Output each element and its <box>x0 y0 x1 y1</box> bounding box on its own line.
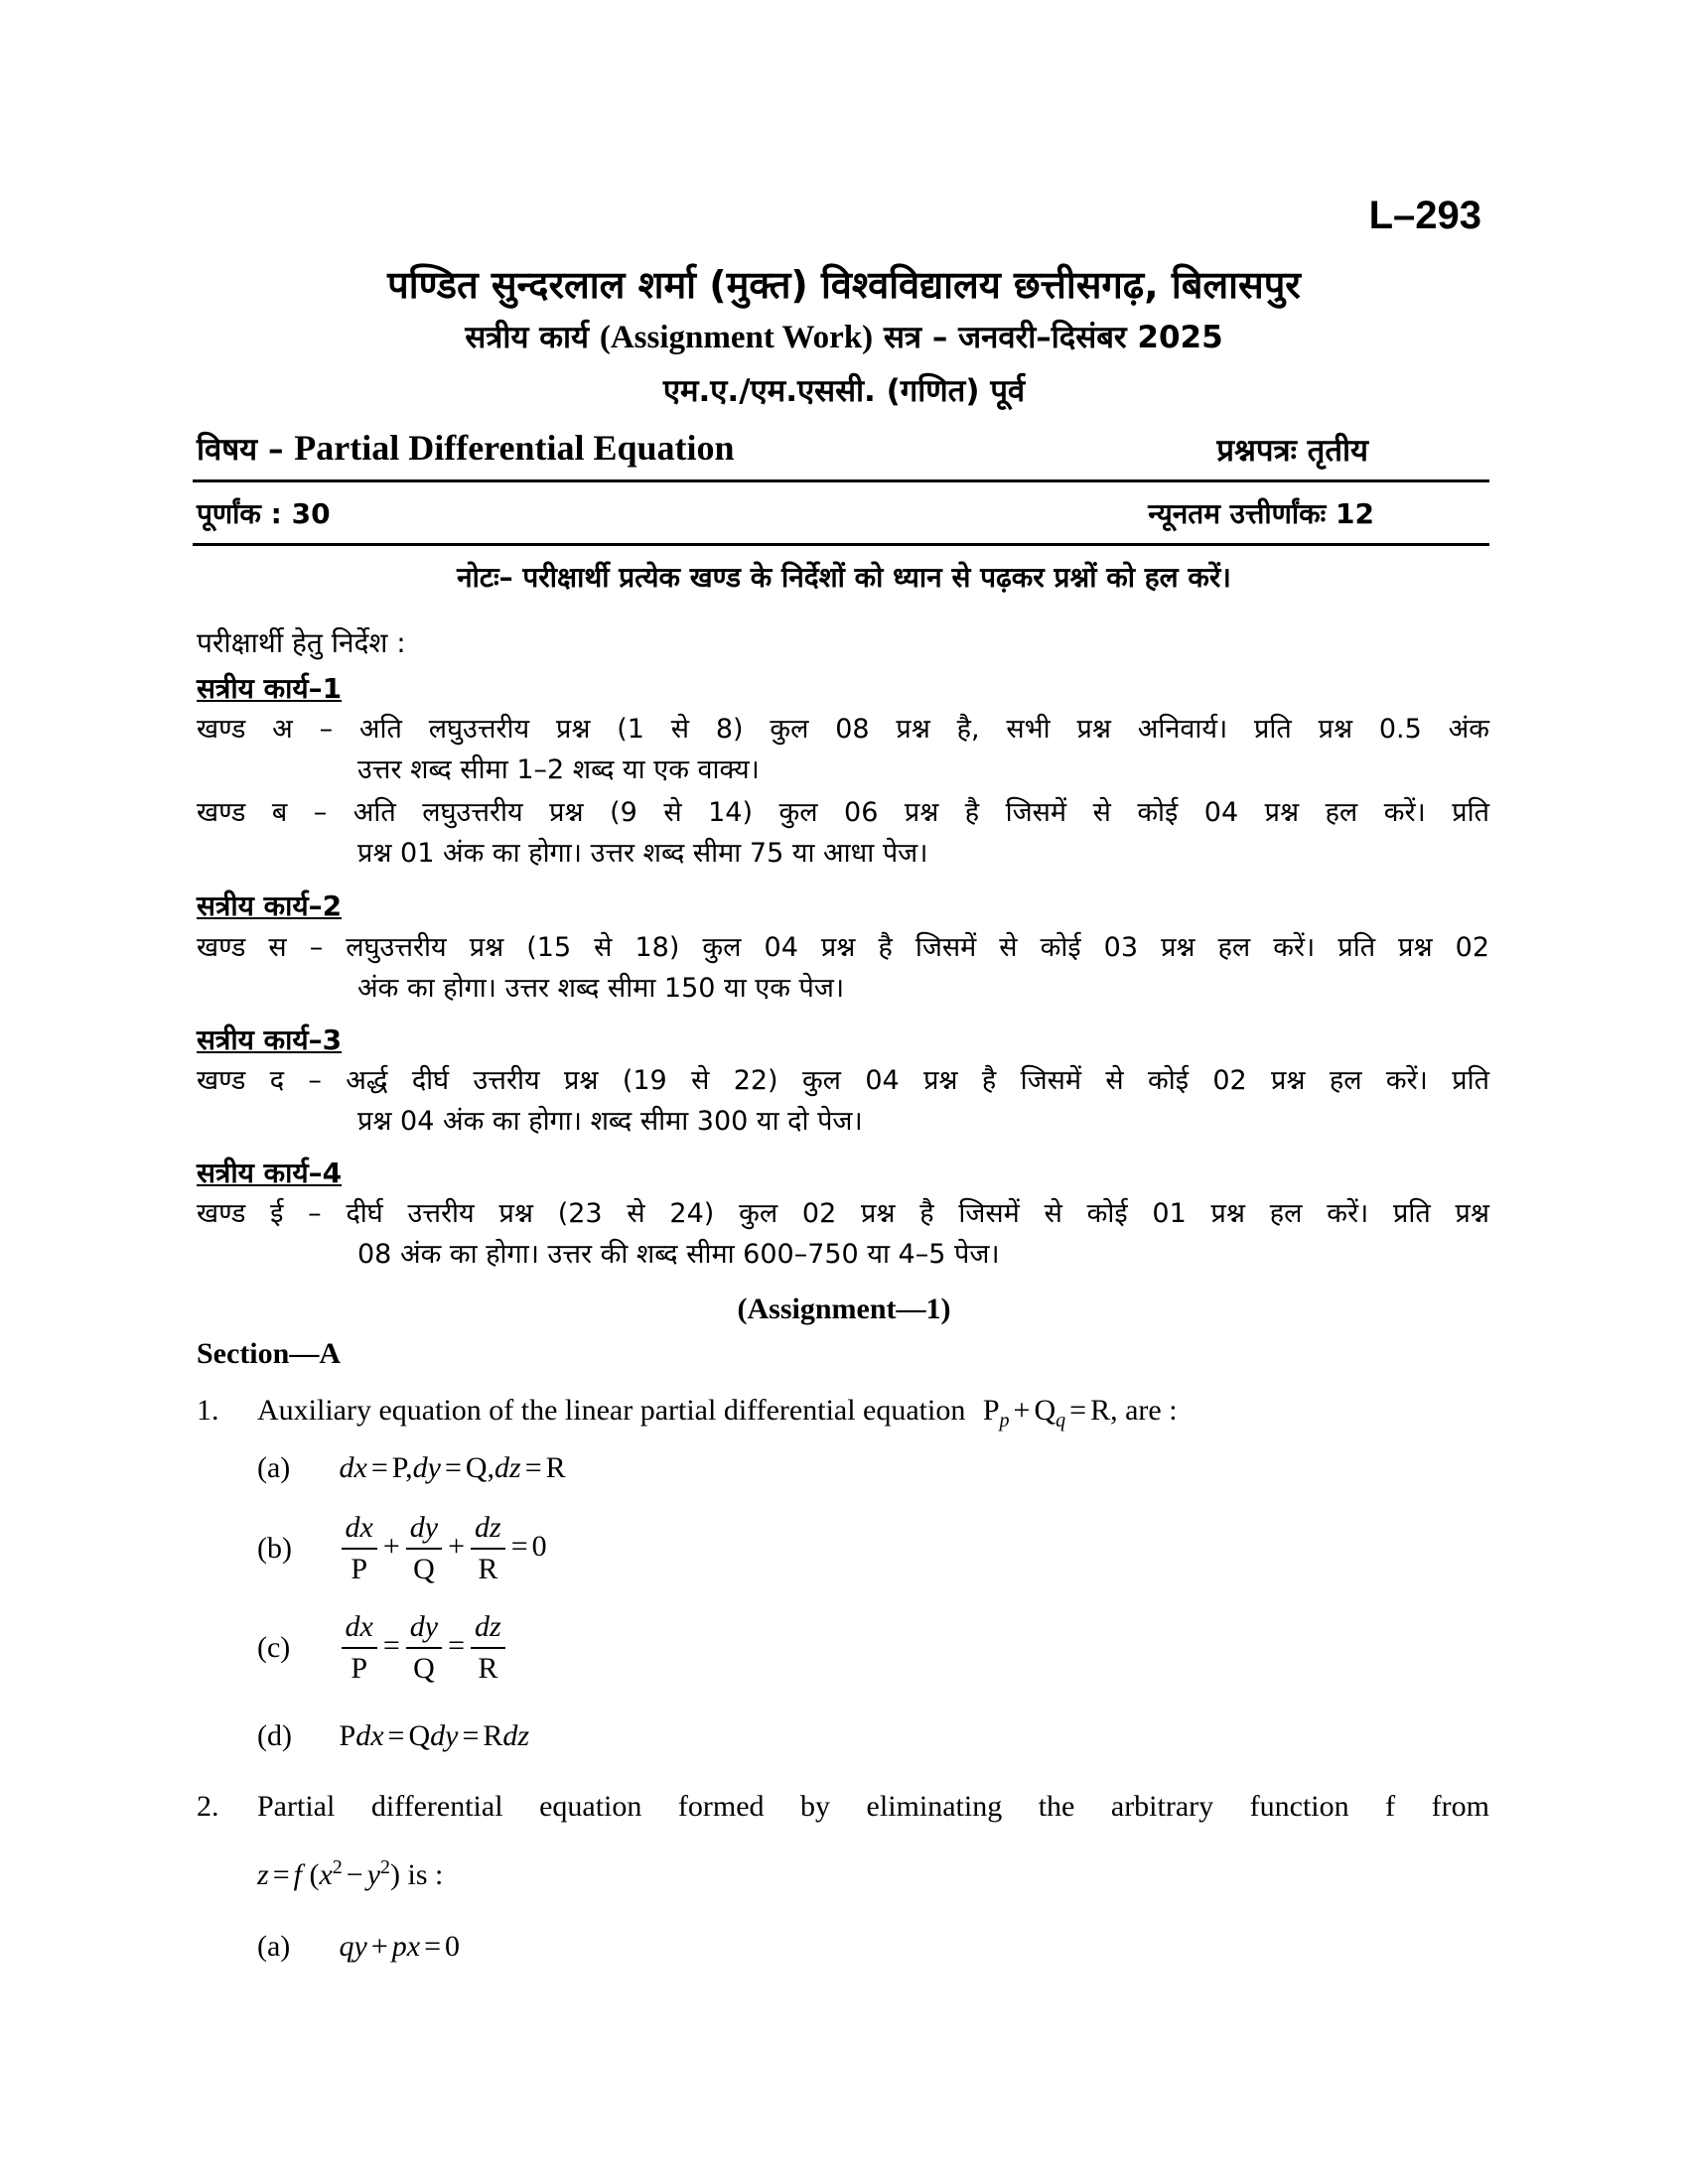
instruction-line: खण्ड द – अर्द्ध दीर्घ उत्तरीय प्रश्न (19 से 22) कुल 04 प्रश्न है जिसमें से कोई 02 प्रश्न हल करें। प्रति <box>197 1065 1489 1096</box>
question-text <box>257 1394 1489 1433</box>
section-heading: सत्रीय कार्य–3 <box>197 1024 343 1056</box>
paper-code: L–293 <box>1368 194 1481 237</box>
instruction-line: खण्ड अ – अति लघुउत्तरीय प्रश्न (1 से 8) कुल 08 प्रश्न है, सभी प्रश्न अनिवार्य। प्रति प्रश्न 0.5 अंक <box>197 714 1489 745</box>
subject-row <box>197 427 735 470</box>
option-math: dx = P,dy = Q,dz = R <box>339 1451 566 1484</box>
instruction-line: खण्ड ब – अति लघुउत्तरीय प्रश्न (9 से 14) कुल 06 प्रश्न है जिसमें से कोई 04 प्रश्न हल करें। प्रति <box>197 797 1489 828</box>
option-b <box>257 1511 547 1586</box>
instruction-line: उत्तर शब्द सीमा 1–2 शब्द या एक वाक्य। <box>357 754 760 785</box>
course-name: एम.ए./एम.एससी. (गणित) पूर्व <box>662 373 1026 409</box>
instruction-paragraph <box>197 1060 1489 1142</box>
assignment-heading: (Assignment—1) <box>737 1293 951 1325</box>
min-marks: न्यूनतम उत्तीर्णांकः 12 <box>1148 497 1374 530</box>
instruction-paragraph <box>197 792 1489 874</box>
option-d <box>257 1719 529 1753</box>
instruction-line: अंक का होगा। उत्तर शब्द सीमा 150 या एक पेज। <box>357 973 845 1004</box>
option-math: qy + px = 0 <box>339 1930 460 1963</box>
fraction-dx-p: $\frac{dx}{P}$ <box>342 1610 377 1686</box>
instruction-line: खण्ड ई – दीर्घ उत्तरीय प्रश्न (23 से 24) कुल 02 प्रश्न है जिसमें से कोई 01 प्रश्न हल करें। प्रति प्रश्न <box>197 1198 1489 1229</box>
question-stem: Auxiliary equation of the linear partial differential equation <box>257 1394 966 1427</box>
divider <box>193 479 1489 482</box>
question-number: 1. <box>197 1394 219 1427</box>
question-text <box>257 1856 1489 1892</box>
section-heading-a: Section—A <box>197 1337 341 1370</box>
option-label: (a) <box>257 1930 291 1963</box>
option-c <box>257 1610 507 1686</box>
fraction-dy-q: $\frac{dy}{Q}$ <box>406 1511 442 1586</box>
assignment-title <box>0 316 1688 357</box>
function-expression: z = f $(x^2 - y^2)$ <box>257 1856 401 1891</box>
instruction-paragraph <box>197 1193 1489 1275</box>
subject-label: विषय – <box>197 432 284 468</box>
subject-name: Partial Differential Equation <box>294 428 735 468</box>
option-math: $\frac{dx}{P}$ = $\frac{dy}{Q}$ = $\frac{dz}{R}$ <box>340 1629 507 1662</box>
instruction-line: 08 अंक का होगा। उत्तर की शब्द सीमा 600–750 या 4–5 पेज। <box>357 1239 1000 1270</box>
instruction-line: खण्ड स – लघुउत्तरीय प्रश्न (15 से 18) कुल 04 प्रश्न है जिसमें से कोई 03 प्रश्न हल करें। प्रति प्रश्न 02 <box>197 932 1489 963</box>
option-label: (d) <box>257 1719 292 1752</box>
option-label: (a) <box>257 1451 291 1484</box>
fraction-dx-p: $\frac{dx}{P}$ <box>342 1511 377 1586</box>
question-line: Partial differential equation formed by eliminating the arbitrary function f from <box>257 1790 1489 1823</box>
option-math: $\frac{dx}{P}$ + $\frac{dy}{Q}$ + $\frac{dz}{R}$ = 0 <box>340 1530 547 1563</box>
assignment-prefix: सत्रीय कार्य <box>465 320 590 355</box>
paper-number: प्रश्नपत्रः तृतीय <box>1216 433 1368 469</box>
option-a <box>257 1930 460 1964</box>
max-marks: पूर्णांक : 30 <box>197 497 331 530</box>
option-math: Pdx = Qdy = Rdz <box>339 1719 530 1752</box>
section-heading: सत्रीय कार्य–2 <box>197 889 343 922</box>
instruction-line: प्रश्न 01 अंक का होगा। उत्तर शब्द सीमा 75 या आधा पेज। <box>357 838 928 869</box>
fraction-dz-r: $\frac{dz}{R}$ <box>471 1511 505 1586</box>
section-heading: सत्रीय कार्य–4 <box>197 1157 343 1189</box>
instruction-line: प्रश्न 04 अंक का होगा। शब्द सीमा 300 या दो पेज। <box>357 1106 863 1137</box>
question-line-end: is : <box>407 1858 444 1891</box>
question-stem-end: , are : <box>1110 1394 1178 1427</box>
option-label: (b) <box>257 1532 292 1565</box>
session: सत्र – जनवरी–दिसंबर 2025 <box>883 320 1223 355</box>
university-name: पण्डित सुन्दरलाल शर्मा (मुक्त) विश्वविद्यालय छत्तीसगढ़, बिलासपुर <box>387 263 1301 307</box>
assignment-en: (Assignment Work) <box>599 320 874 355</box>
divider <box>193 543 1489 546</box>
option-a <box>257 1451 566 1485</box>
pde-equation: $P_p + Q_q = R$ <box>982 1394 1111 1432</box>
option-label: (c) <box>257 1631 291 1664</box>
instructions-title: परीक्षार्थी हेतु निर्देश : <box>197 626 406 659</box>
fraction-dy-q: $\frac{dy}{Q}$ <box>406 1610 442 1686</box>
instruction-paragraph <box>197 709 1489 790</box>
instruction-paragraph <box>197 927 1489 1009</box>
note: नोटः– परीक्षार्थी प्रत्येक खण्ड के निर्देशों को ध्यान से पढ़कर प्रश्नों को हल करें। <box>457 561 1231 594</box>
question-text <box>257 1790 1489 1824</box>
section-heading: सत्रीय कार्य–1 <box>197 672 343 705</box>
fraction-dz-r: $\frac{dz}{R}$ <box>471 1610 505 1686</box>
question-number: 2. <box>197 1790 219 1823</box>
